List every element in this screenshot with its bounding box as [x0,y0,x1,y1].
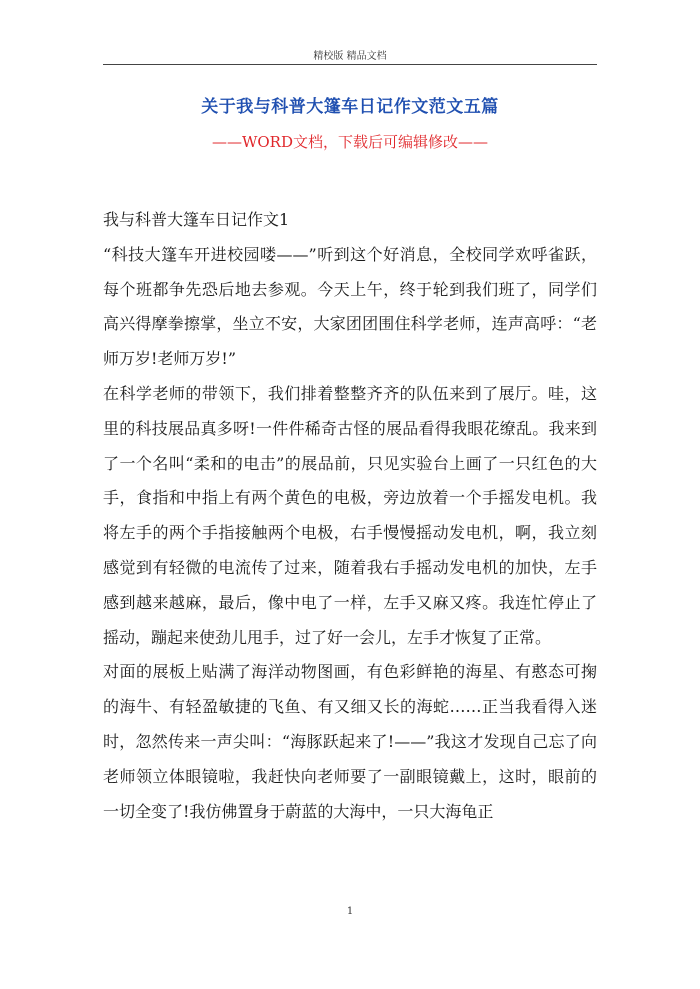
document-title: 关于我与科普大篷车日记作文范文五篇 [201,97,499,117]
header-divider [103,64,597,65]
page-header: 精校版 精品文档 [313,51,387,62]
essay-paragraph: 对面的展板上贴满了海洋动物图画，有色彩鲜艳的海星、有憨态可掬的海牛、有轻盈敏捷的飞鱼、有又细又长的海蛇……正当我看得入迷时，忽然传来一声尖叫：“海豚跃起来了!——”我这才发现自己忘了向老师领立体眼镜啦，我赶快向老师要了一副眼镜戴上，这时，眼前的一切全变了!我仿佛置身于蔚蓝的大海中，一只大海龟正 [103,662,597,821]
page-number: 1 [346,906,354,917]
essay-paragraph: “科技大篷车开进校园喽——”听到这个好消息，全校同学欢呼雀跃，每个班都争先恐后地去参观。今天上午，终于轮到我们班了，同学们高兴得摩拳擦掌，坐立不安，大家团团围住科学老师，连声高呼：“老师万岁!老师万岁!” [103,244,597,369]
essay-heading: 我与科普大篷车日记作文1 [103,210,290,229]
document-subtitle: ——WORD文档，下载后可编辑修改—— [211,133,489,151]
essay-body [103,203,597,829]
essay-paragraph: 在科学老师的带领下，我们排着整整齐齐的队伍来到了展厅。哇，这里的科技展品真多呀!一件件稀奇古怪的展品看得我眼花缭乱。我来到了一个名叫“柔和的电击”的展品前，只见实验台上画了一只红色的大手，食指和中指上有两个黄色的电极，旁边放着一个手摇发电机。我将左手的两个手指接触两个电极，右手慢慢摇动发电机，啊，我立刻感觉到有轻微的电流传了过来，随着我右手摇动发电机的加快，左手感到越来越麻，最后，像中电了一样，左手又麻又疼。我连忙停止了摇动，蹦起来使劲儿甩手，过了好一会儿，左手才恢复了正常。 [103,383,597,647]
